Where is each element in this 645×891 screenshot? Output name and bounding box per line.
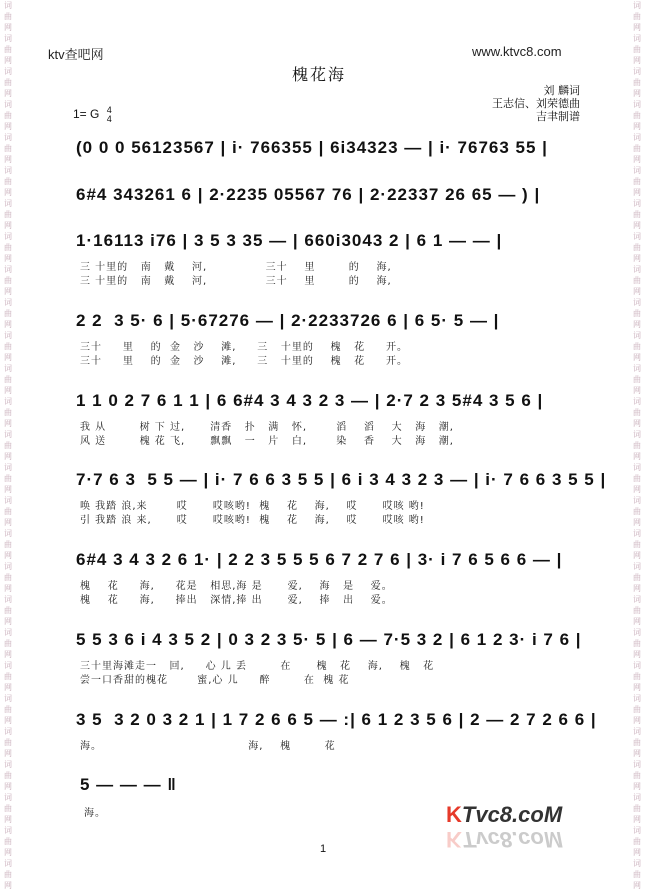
lyric-line-3-verse-1: 三 十里的 南 戴 河, 三十 里 的 海,: [80, 262, 392, 273]
score-line-5: 1 1 0 2 7 6 1 1 | 6 6#4 3 4 3 2 3 — | 2·7 2 3 5#4 3 5 6 |: [76, 391, 544, 410]
lyric-line-10-verse-1: 海。: [84, 808, 106, 819]
score-line-7: 6#4 3 4 3 2 6 1· | 2 2 3 5 5 5 6 7 2 7 6 | 3· i 7 6 5 6 6 — |: [76, 550, 563, 569]
page-number: 1: [320, 843, 327, 855]
lyric-line-6-verse-1: 唤 我踏 浪,来 哎 哎咳哟! 槐 花 海, 哎 哎咳 哟!: [80, 501, 425, 512]
right-watermark-strip: 词曲网词曲网词曲网词曲网词曲网词曲网词曲网词曲网词曲网词曲网词曲网词曲网词曲网词曲网词曲网词曲网词曲网词曲网词曲网词曲网词曲网词曲网词曲网词曲网词曲网词曲网词曲网: [633, 1, 641, 890]
score-line-1: (0 0 0 56123567 | i· 766355 | 6i34323 — | i· 76763 55 |: [76, 138, 548, 157]
logo-reflection-k: K: [446, 827, 462, 852]
credit-lyricist: 刘 麟词: [543, 84, 580, 97]
score-line-3: 1·16113 i76 | 3 5 3 35 — | 660i3043 2 | 6 1 — — |: [76, 231, 503, 250]
logo-reflection-rest: Tvc8.coM: [461, 827, 563, 852]
lyric-line-3-verse-2: 三 十里的 南 戴 河, 三十 里 的 海,: [80, 276, 392, 287]
logo-k: K: [446, 802, 462, 827]
site-logo: [446, 802, 562, 828]
lyric-line-4-verse-1: 三十 里 的 金 沙 滩, 三 十里的 槐 花 开。: [80, 342, 408, 353]
lyric-line-9-verse-1: 海。 海, 槐 花: [80, 741, 336, 752]
time-signature: [107, 106, 112, 124]
score-line-8: 5 5 3 6 i 4 3 5 2 | 0 3 2 3 5· 5 | 6 — 7·5 3 2 | 6 1 2 3· i 7 6 |: [76, 630, 582, 649]
credit-composer: 王志信、刘荣德曲: [492, 97, 580, 110]
time-top: 4: [106, 105, 112, 115]
key-text: 1= G: [73, 107, 100, 122]
score-line-9: 3 5 3 2 0 3 2 1 | 1 7 2 6 6 5 — :| 6 1 2 3 5 6 | 2 — 2 7 2 6 6 |: [76, 710, 597, 729]
lyric-line-8-verse-2: 尝一口香甜的槐花 蜜,心 儿 醉 在 槐 花: [80, 675, 350, 686]
lyric-line-5-verse-2: 风 送 槐 花 飞, 飘飘 一 片 白, 染 香 大 海 潮,: [80, 436, 454, 447]
lyric-line-5-verse-1: 我 从 树 下 过, 清香 扑 满 怀, 滔 滔 大 海 潮,: [80, 422, 454, 433]
score-line-4: 2 2 3 5· 6 | 5·67276 — | 2·2233726 6 | 6 5· 5 — |: [76, 311, 500, 330]
song-title: 槐花海: [292, 65, 347, 84]
score-line-10: 5 — — — ‖: [80, 775, 177, 794]
lyric-line-4-verse-2: 三十 里 的 金 沙 滩, 三 十里的 槐 花 开。: [80, 356, 408, 367]
time-bottom: 4: [106, 114, 112, 124]
key-signature: [73, 106, 112, 124]
lyric-line-7-verse-1: 槐 花 海, 花是 相思,海 是 爱, 海 是 爱。: [80, 581, 393, 592]
credit-typesetter: 吉聿制谱: [536, 110, 580, 123]
site-url-right: www.ktvc8.com: [472, 44, 562, 59]
lyric-line-8-verse-1: 三十里海滩走一 回, 心 儿 丢 在 槐 花 海, 槐 花: [80, 661, 435, 672]
score-line-6: 7·7 6 3 5 5 — | i· 7 6 6 3 5 5 | 6 i 3 4 3 2 3 — | i· 7 6 6 3 5 5 |: [76, 470, 607, 489]
left-watermark-strip: 词曲网词曲网词曲网词曲网词曲网词曲网词曲网词曲网词曲网词曲网词曲网词曲网词曲网词曲网词曲网词曲网词曲网词曲网词曲网词曲网词曲网词曲网词曲网词曲网词曲网词曲网词曲网: [4, 1, 12, 890]
lyric-line-6-verse-2: 引 我踏 浪 来, 哎 哎咳哟! 槐 花 海, 哎 哎咳 哟!: [80, 515, 425, 526]
score-line-2: 6#4 343261 6 | 2·2235 05567 76 | 2·22337 26 65 — ) |: [76, 185, 541, 204]
site-logo-reflection: [446, 826, 562, 852]
lyric-line-7-verse-2: 槐 花 海, 捧出 深情,捧 出 爱, 捧 出 爱。: [80, 595, 393, 606]
site-name-left: ktv查吧网: [48, 47, 104, 62]
logo-rest: Tvc8.coM: [461, 802, 563, 827]
